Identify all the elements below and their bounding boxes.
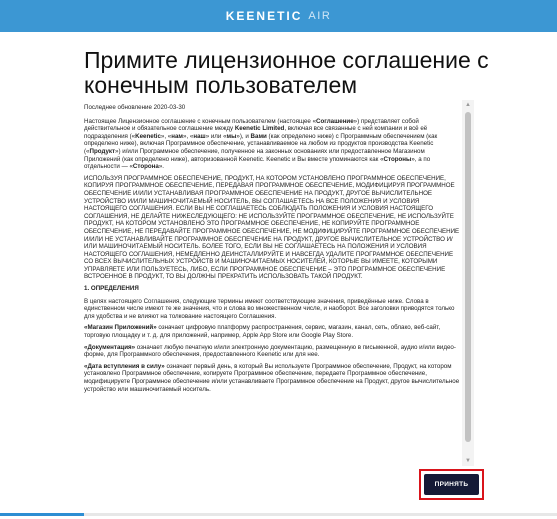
last-updated: Последнее обновление 2020-03-30 (84, 104, 186, 111)
top-bar (0, 0, 557, 32)
eula-text (82, 100, 464, 397)
section-heading-definitions: 1. ОПРЕДЕЛЕНИЯ (84, 285, 139, 293)
scroll-down-arrow-icon[interactable]: ▼ (465, 458, 471, 464)
definition-effective-date: «Дата вступления в силу» означает первый день, в который Вы используете Программное обеспечение, Продукт, на котором установлено Программное обеспечение, копируете Программное обеспечение, передаете Программное обеспечение, модифицируете Программное обеспечение и/или устанавливаете Программное обеспечение на Продукт, другое вычислительное устройство или машиночитаемый носитель. (84, 362, 460, 393)
eula-document[interactable] (82, 100, 475, 466)
definitions-intro: В целях настоящего Соглашения, следующие термины имеют соответствующие значения, приведённые ниже. Слова в единственном числе имеют те же значения, что и слова во множественном числе, и наоборот. Все заголовки приводятся только для удобства и не влияют на толкование настоящего Соглашения. (84, 297, 455, 320)
brand-name: KEENETIC (225, 9, 303, 23)
scroll-thumb[interactable] (465, 112, 471, 442)
progress-bar (0, 513, 557, 516)
brand-model: AIR (308, 10, 332, 22)
progress-fill (0, 513, 84, 516)
accept-button[interactable]: ПРИНЯТЬ (424, 474, 479, 495)
definition-app-store: «Магазин Приложений» означает цифровую платформу распространения, сервис, магазин, канал, сеть, облако, веб-сайт, торговую площадку и т. д. для приложений, например, Apple App Store или Google Play Store. (84, 324, 441, 340)
definition-documentation: «Документация» означает любую печатную и/или электронную документацию, размещенную в письменной, аудио и/или видео-форме, для Программного обеспечения, предоставленного Keenetic или для нее. (84, 343, 456, 359)
intro-paragraph: Настоящее Лицензионное соглашение с конечным пользователем (настоящее «Соглашение») представляет собой действительное и обязательное соглашение между Keenetic Limited, включая все связанные с ней компании и всё её подразделения («Keenetic», «нам», «наш» или «мы»), и Вами (как определено ниже) с Программным обеспечением (как определено ниже), включая Программное обеспечение, устанавливаемое на любом из продуктов производства Keenetic («Продукт») и/или Программное обеспечение, полученное на законных основаниях или предоставленное Магазином Приложений (как определено ниже), авторизованной Keenetic. Keenetic и Вы вместе упоминаются как «Стороны», а по отдельности — «Сторона». (84, 117, 438, 171)
brand-logo (0, 0, 557, 32)
caps-paragraph: ИСПОЛЬЗУЯ ПРОГРАММНОЕ ОБЕСПЕЧЕНИЕ, ПРОДУКТ, НА КОТОРОМ УСТАНОВЛЕНО ПРОГРАММНОЕ ОБЕСПЕЧЕНИЕ, КОПИРУЯ ПРОГРАММНОЕ ОБЕСПЕЧЕНИЕ, ПЕРЕДАВАЯ ПРОГРАММНОЕ ОБЕСПЕЧЕНИЕ, МОДИФИЦИРУЯ ПРОГРАММНОЕ ОБЕСПЕЧЕНИЕ И/ИЛИ УСТАНАВЛИВАЯ ПРОГРАММНОЕ ОБЕСПЕЧЕНИЕ НА ПРОДУКТ, ДРУГОЕ ВЫЧИСЛИТЕЛЬНОЕ УСТРОЙСТВО И/ИЛИ МАШИНОЧИТАЕМЫЙ НОСИТЕЛЬ, ВЫ СОГЛАШАЕТЕСЬ НА ВСЕ ПОЛОЖЕНИЯ И УСЛОВИЯ НАСТОЯЩЕГО СОГЛАШЕНИЯ. ЕСЛИ ВЫ НЕ СОГЛАШАЕТЕСЬ СОБЛЮДАТЬ ПОЛОЖЕНИЯ И УСЛОВИЯ НАСТОЯЩЕГО СОГЛАШЕНИЯ, НЕ ДЕЛАЙТЕ НИЖЕСЛЕДУЮЩЕГО: НЕ ИСПОЛЬЗУЙТЕ ПРОГРАММНОЕ ОБЕСПЕЧЕНИЕ, НЕ ИСПОЛЬЗУЙТЕ ПРОДУКТ, НА КОТОРОМ УСТАНОВЛЕНО ЭТО ПРОГРАММНОЕ ОБЕСПЕЧЕНИЕ, НЕ КОПИРУЙТЕ ПРОГРАММНОЕ ОБЕСПЕЧЕНИЕ, НЕ ПЕРЕДАВАЙТЕ ПРОГРАММНОЕ ОБЕСПЕЧЕНИЕ, НЕ МОДИФИЦИРУЙТЕ ПРОГРАММНОЕ ОБЕСПЕЧЕНИЕ И/ИЛИ НЕ УСТАНАВЛИВАЙТЕ ПРОГРАММНОЕ ОБЕСПЕЧЕНИЕ НА ПРОДУКТ, ДРУГОЕ ВЫЧИСЛИТЕЛЬНОЕ УСТРОЙСТВО И/ИЛИ МАШИНОЧИТАЕМЫЙ НОСИТЕЛЬ. БОЛЕЕ ТОГО, ЕСЛИ ВЫ НЕ СОГЛАШАЕТЕСЬ НА ПОЛОЖЕНИЯ И УСЛОВИЯ НАСТОЯЩЕГО СОГЛАШЕНИЯ, НЕМЕДЛЕННО ДЕИНСТАЛЛИРУЙТЕ И НАВСЕГДА УДАЛИТЕ ПРОГРАММНОЕ ОБЕСПЕЧЕНИЕ СО ВСЕХ ВЫЧИСЛИТЕЛЬНЫХ УСТРОЙСТВ И МАШИНОЧИТАЕМЫХ НОСИТЕЛЕЙ, КОТОРЫЕ ВЫ ИМЕЕТЕ, КОТОРЫМИ УПРАВЛЯЕТЕ ИЛИ ПОЛЬЗУЕТЕСЬ, ЛИБО, ЕСЛИ ПРОГРАММНОЕ ОБЕСПЕЧЕНИЕ – ЭТО ПРОГРАММНОЕ ОБЕСПЕЧЕНИЕ ВСТРОЕННОЕ В ПРОДУКТ, ТО ВЫ ДОЛЖНЫ ПРЕКРАТИТЬ ИСПОЛЬЗОВАТЬ ТАКОЙ ПРОДУКТ. (84, 174, 460, 281)
page-title: Примите лицензионное соглашение с конечным пользователем (84, 47, 489, 98)
document-scrollbar[interactable] (462, 100, 474, 466)
scroll-up-arrow-icon[interactable]: ▲ (465, 102, 471, 108)
